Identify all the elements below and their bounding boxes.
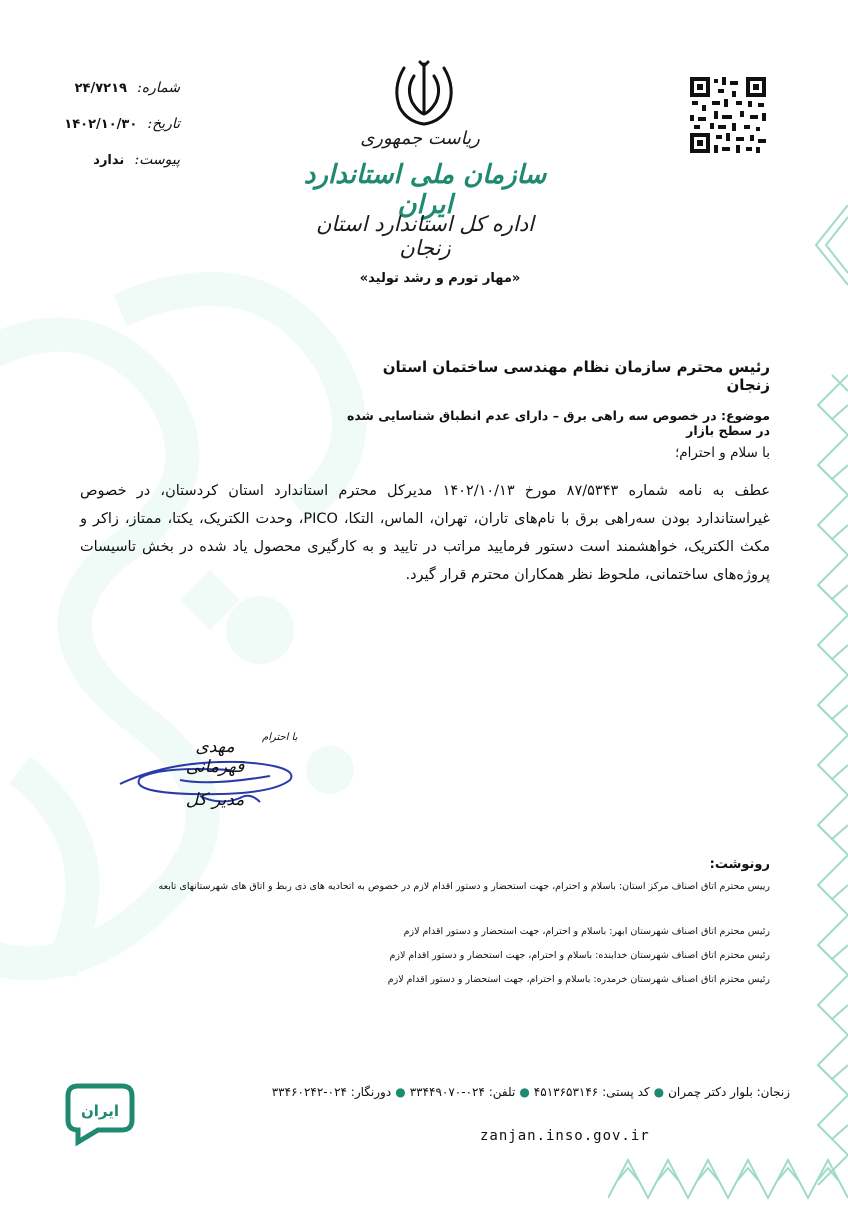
bottom-border-ornament: [608, 1140, 848, 1200]
footer-address: زنجان: بلوار دکتر چمران: [668, 1085, 790, 1099]
bullet-icon: ●: [519, 1085, 530, 1099]
letter-number-label: شماره:: [137, 80, 180, 96]
isiri-logo-icon: [64, 1080, 136, 1146]
letter-date-label: تاریخ:: [147, 116, 180, 132]
organization-title: سازمان ملی استاندارد ایران: [303, 160, 547, 220]
footer-fax: دورنگار: ۰۲۴-۳۳۴۶۰۲۴۲: [271, 1085, 392, 1099]
presidency-title: ریاست جمهوری: [360, 128, 480, 149]
iran-emblem-icon: [390, 58, 458, 128]
isiri-logo-text: ایران: [80, 1102, 120, 1120]
letter-attachment-value: ندارد: [93, 153, 125, 168]
qr-code-icon: [688, 75, 768, 155]
greeting: با سلام و احترام؛: [674, 445, 770, 461]
letter-attachment: [70, 152, 180, 168]
footer-phone: تلفن: ۰۲۴-۳۳۴۴۹۰۷۰: [409, 1085, 516, 1099]
signature-prefix: با احترام: [262, 732, 298, 743]
cc-line-3: رئیس محترم اتاق اصناف شهرستان خدابنده: باسلام و احترام، جهت استحضار و دستور اقدام لازم: [389, 950, 770, 961]
cc-line-4: رئیس محترم اتاق اصناف شهرستان خرمدره: باسلام و احترام، جهت استحضار و دستور اقدام لازم: [387, 974, 770, 985]
signatory-name: مهدی قهرمانی: [185, 737, 245, 777]
recipient: رئیس محترم سازمان نظام مهندسی ساختمان استان زنجان: [382, 358, 770, 394]
letter-number-value: ۲۴/۷۲۱۹: [74, 81, 127, 96]
cc-line-1: رییس محترم اتاق اصناف مرکز استان: باسلام و احترام، جهت استحضار و دستور اقدام لازم در خصوص به اتحادیه های ذی ربط و اتاق های شهرستانهای تابعه: [158, 881, 770, 892]
cc-line-2: رئیس محترم اتاق اصناف شهرستان ابهر: باسلام و احترام، جهت استحضار و دستور اقدام لازم: [403, 926, 770, 937]
slogan: «مهار تورم و رشد تولید»: [359, 271, 521, 286]
letter-date: [58, 116, 180, 132]
bullet-icon: ●: [653, 1085, 665, 1099]
subject: موضوع: در خصوص سه راهی برق – دارای عدم انطباق شناسایی شده در سطح بازار: [346, 408, 770, 438]
cc-title: رونوشت:: [709, 857, 770, 872]
letter-body: عطف به نامه شماره ۸۷/۵۳۴۳ مورخ ۱۴۰۲/۱۰/۱۳ مدیرکل محترم استاندارد استان کردستان، در خصوص غیراستاندارد بودن سه‌راهی برق با نام‌های تاران، تهران، الماس، التکا، PICO، وحدت الکتریک، یکتا، ممتاز، زاکر و مکث الکتریک، خواهشمند است دستور فرمایید مراتب در تایید و به کارگیری محصول یاد شده در بخش تاسیسات پروژه‌های ساختمانی، ملحوظ نظر همکاران محترم قرار گیرد.: [80, 483, 771, 583]
bullet-icon: ●: [395, 1085, 406, 1099]
letter-number: [70, 80, 180, 96]
letter-date-value: ۱۴۰۲/۱۰/۳۰: [64, 117, 138, 132]
letter-attachment-label: پیوست:: [134, 152, 180, 168]
right-border-ornament: [812, 205, 848, 1205]
footer-website[interactable]: zanjan.inso.gov.ir: [480, 1128, 650, 1144]
signatory-title: مدیر کل: [185, 790, 245, 810]
footer-contact: [250, 1085, 790, 1099]
footer-postal: کد پستی: ۴۵۱۳۶۵۳۱۴۶: [533, 1085, 650, 1099]
department-title: اداره کل استاندارد استان زنجان: [315, 212, 535, 260]
